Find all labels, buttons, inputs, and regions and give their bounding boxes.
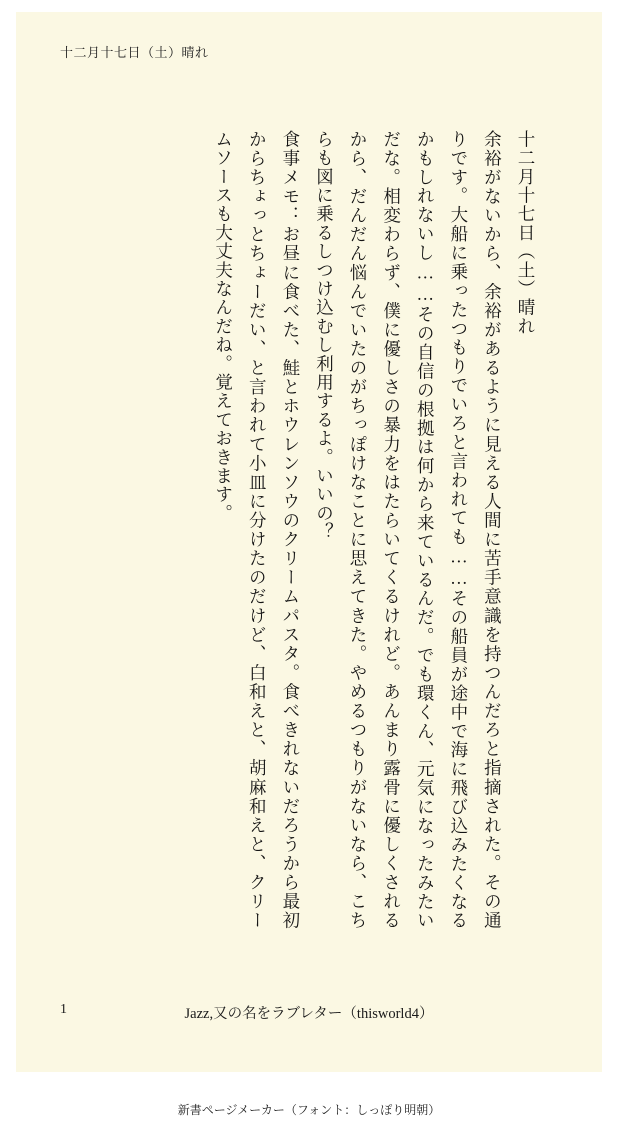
body-paragraph-1: 余裕がないから、余裕があるように見える人間に苦手意識を持つんだろと指摘された。その通りです。大船に乗ったつもりでいろと言われても……その船員が途中で海に飛び込みたくなるかもしれないし……その自信の根拠は何から来ているんだ。でも環くん、元気になったみたいだな。相変わらず、僕に優しさの暴力をはたらいてくるけれど。あんまり露骨に優しくされるから、だんだん悩んでいたのがちっぽけなことに思えてきた。やめるつもりがないなら、こちらも図に乗るしつけ込むし利用するよ。いいの？ bbox=[314, 130, 503, 930]
page-sheet bbox=[16, 12, 602, 1072]
page-number: 1 bbox=[60, 1002, 67, 1017]
vertical-text-body bbox=[122, 130, 542, 930]
running-head: 十二月十七日（土）晴れ bbox=[60, 45, 209, 60]
page-footer bbox=[60, 1002, 558, 1020]
footer-title: Jazz,又の名をラブレター（thisworld4） bbox=[184, 1006, 434, 1022]
document-heading: 十二月十七日（土）晴れ bbox=[516, 130, 536, 336]
generator-caption: 新書ページメーカー（フォント：しっぽり明朝） bbox=[177, 1103, 441, 1117]
body-paragraph-2: 食事メモ：お昼に食べた、鮭とホウレンソウのクリームパスタ。食べきれないだろうから最初からちょっとちょーだい、と言われて小皿に分けたのだけど、白和えと、胡麻和えと、クリームソースも大丈夫なんだね。覚えておきます。 bbox=[213, 130, 301, 930]
